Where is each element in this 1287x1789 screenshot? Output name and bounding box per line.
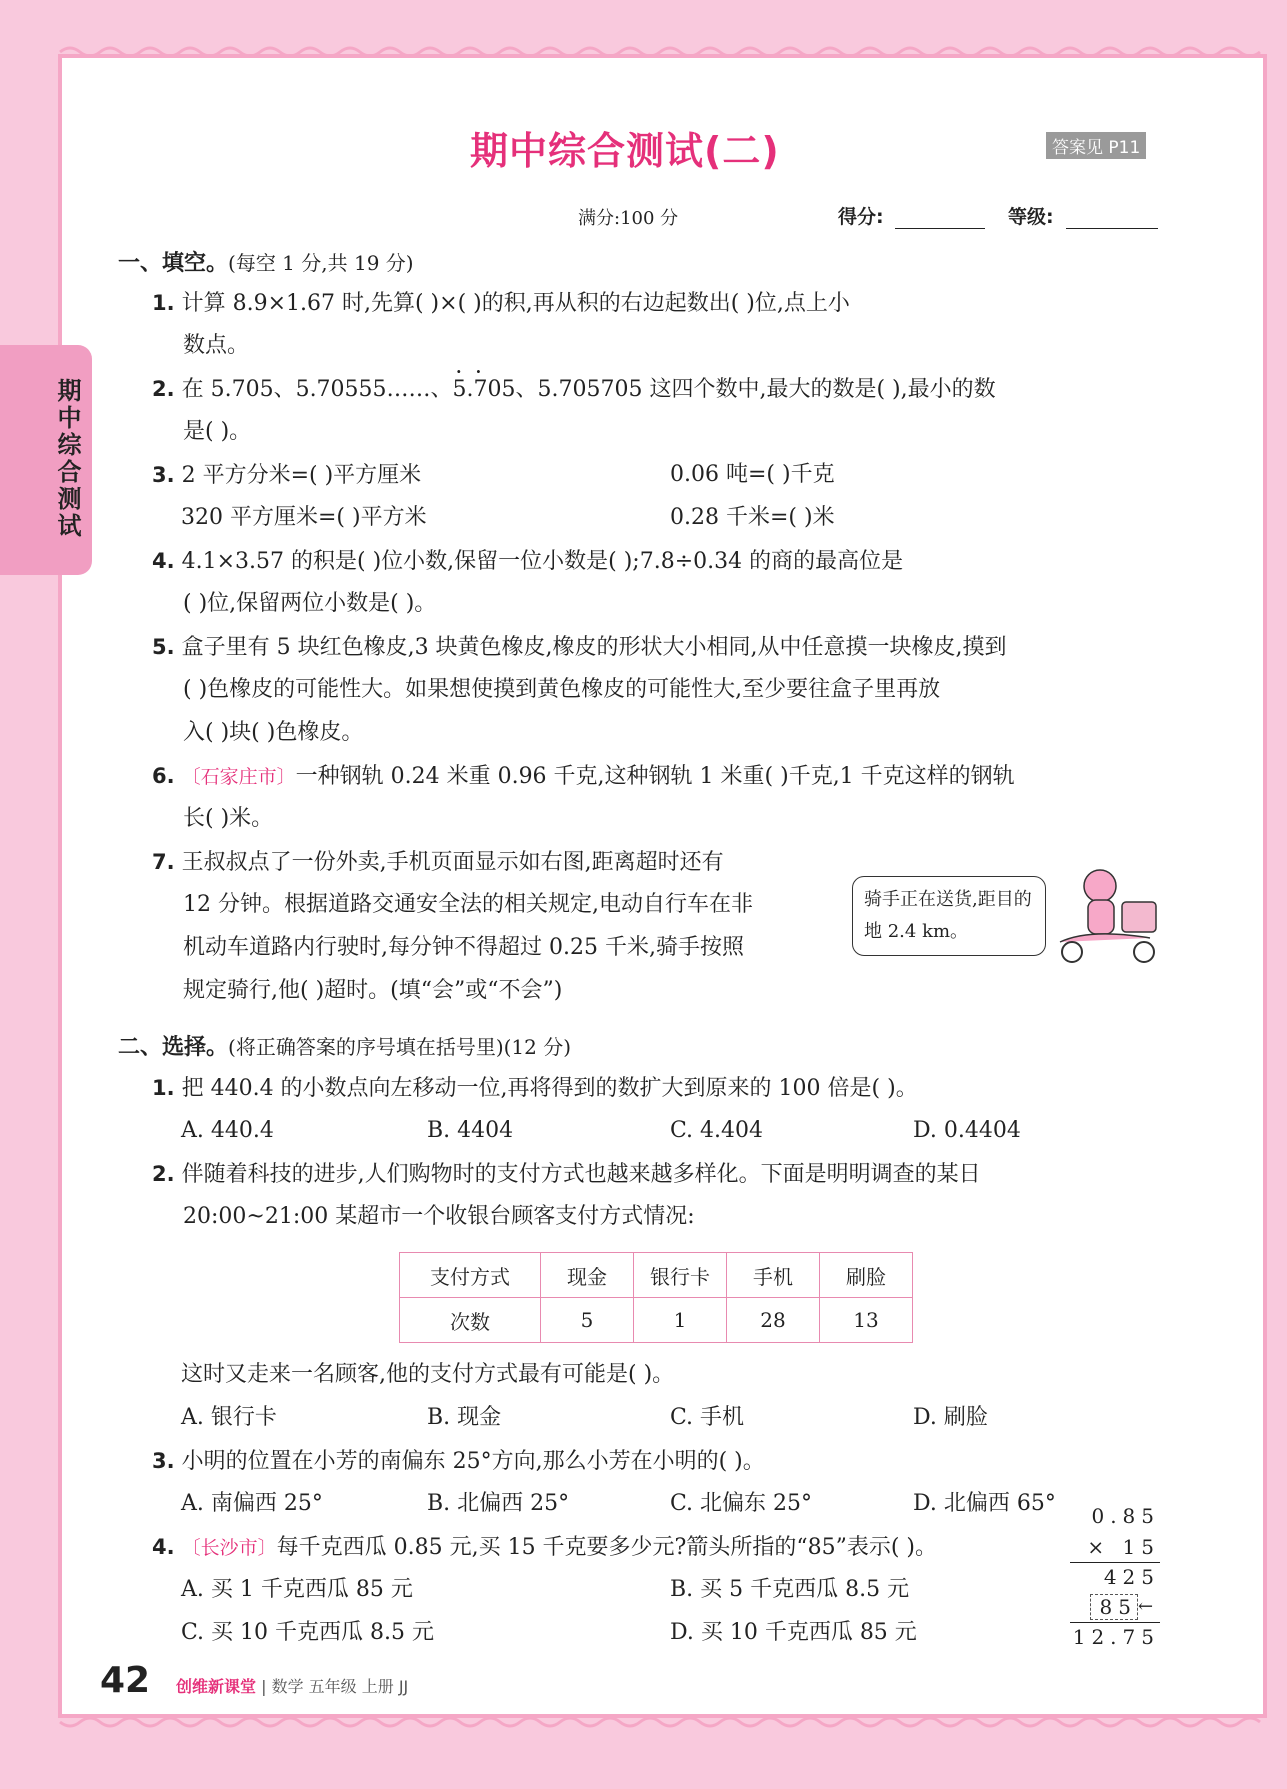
table-cell: 1: [634, 1298, 727, 1343]
section2-heading: [118, 1030, 571, 1061]
calc-row-5: 12.75: [1072, 1625, 1160, 1649]
s1-q1-line2: 数点。: [183, 333, 250, 358]
s2-q4-option-b: B. 买 5 千克西瓜 8.5 元: [670, 1577, 910, 1602]
s2-q1-option-c: C. 4.404: [670, 1118, 764, 1143]
s1-q1-line1: 1. 计算 8.9×1.67 时,先算( )×( )的积,再从积的右边起数出( )位,点上小: [152, 291, 850, 316]
s1-q7-line4: 规定骑行,他( )超时。(填“会”或“不会”): [183, 978, 563, 1003]
table-row: [400, 1298, 913, 1343]
s1-q3-a: 3. 2 平方分米=( )平方厘米: [152, 463, 422, 488]
table-cell: 5: [541, 1298, 634, 1343]
score-field[interactable]: [895, 200, 985, 229]
s1-q5-line1: 5. 盒子里有 5 块红色橡皮,3 块黄色橡皮,橡皮的形状大小相同,从中任意摸一块橡皮,摸到: [152, 635, 1007, 660]
s2-q3-option-c: C. 北偏东 25°: [670, 1491, 813, 1516]
page-number: 42: [100, 1660, 151, 1701]
s2-q1-option-a: A. 440.4: [181, 1118, 274, 1143]
grade-label: 等级:: [1008, 206, 1054, 228]
table-row: [400, 1253, 913, 1298]
section2-note: (将正确答案的序号填在括号里)(12 分): [228, 1035, 572, 1059]
table-cell: 刷脸: [820, 1253, 913, 1298]
s2-q2-option-c: C. 手机: [670, 1405, 745, 1430]
s1-q5-line3: 入( )块( )色橡皮。: [183, 720, 364, 745]
s2-q2-line2: 20:00~21:00 某超市一个收银台顾客支付方式情况:: [183, 1204, 695, 1229]
region-tag: 〔石家庄市〕: [181, 766, 296, 788]
s1-q3-d: 0.28 千米=( )米: [670, 505, 835, 530]
delivery-rider-illustration: [1040, 860, 1180, 970]
speech-bubble-text: 骑手正在送货,距目的地 2.4 km。: [864, 889, 1032, 942]
s2-q1: 1. 把 440.4 的小数点向左移动一位,再将得到的数扩大到原来的 100 倍是( )。: [152, 1076, 918, 1101]
s2-q4: 4. 〔长沙市〕每千克西瓜 0.85 元,买 15 千克要多少元?箭头所指的“85”表示( )。: [152, 1535, 937, 1560]
s2-q3-option-b: B. 北偏西 25°: [427, 1491, 570, 1516]
s2-q3-option-d: D. 北偏西 65°: [913, 1491, 1056, 1516]
s2-q4-option-c: C. 买 10 千克西瓜 8.5 元: [181, 1620, 434, 1645]
footer-text: 创维新课堂 | 数学 五年级 上册 JJ: [176, 1677, 409, 1696]
calc-divider: [1070, 1622, 1160, 1623]
region-tag: 〔长沙市〕: [181, 1537, 277, 1559]
s1-q2-line1: 2. 在 5.705、5.70555……、5.705、5.705705 这四个数中,最大的数是( ),最小的数: [152, 377, 996, 402]
table-cell: 银行卡: [634, 1253, 727, 1298]
table-cell: 手机: [727, 1253, 820, 1298]
table-cell: 28: [727, 1298, 820, 1343]
footer-brand: 创维新课堂: [176, 1677, 257, 1696]
section2-title: 二、选择。: [118, 1035, 229, 1060]
s2-q3: 3. 小明的位置在小芳的南偏东 25°方向,那么小芳在小明的( )。: [152, 1449, 765, 1474]
full-score: 满分:100 分: [578, 208, 679, 229]
s2-q2-line3: 这时又走来一名顾客,他的支付方式最有可能是( )。: [181, 1362, 675, 1387]
s1-q7-line3: 机动车道路内行驶时,每分钟不得超过 0.25 千米,骑手按照: [183, 935, 744, 960]
s2-q2-option-b: B. 现金: [427, 1405, 502, 1430]
s2-q1-option-b: B. 4404: [427, 1118, 514, 1143]
s1-q3-c: 320 平方厘米=( )平方米: [181, 505, 427, 530]
s2-q2-line1: 2. 伴随着科技的进步,人们购物时的支付方式也越来越多样化。下面是明明调查的某日: [152, 1162, 981, 1187]
calc-divider: [1070, 1562, 1160, 1563]
calc-row-3: 425: [1103, 1565, 1160, 1589]
score-label: 得分:: [838, 206, 884, 228]
footer-subject: 数学 五年级 上册 JJ: [271, 1677, 409, 1696]
calc-row-1: 0.85: [1091, 1504, 1160, 1528]
s1-q4-line1: 4. 4.1×3.57 的积是( )位小数,保留一位小数是( );7.8÷0.34 的商的最高位是: [152, 549, 904, 574]
section1-title: 一、填空。: [118, 251, 229, 276]
table-cell: 现金: [541, 1253, 634, 1298]
s1-q3-b: 0.06 吨=( )千克: [670, 462, 835, 487]
s2-q1-option-d: D. 0.4404: [913, 1118, 1021, 1143]
page-title: 期中综合测试(二): [470, 129, 780, 173]
s2-q4-option-a: A. 买 1 千克西瓜 85 元: [181, 1577, 413, 1602]
s1-q6-line1: 6. 〔石家庄市〕一种钢轨 0.24 米重 0.96 千克,这种钢轨 1 米重( )千克,1 千克这样的钢轨: [152, 764, 1015, 789]
table-cell: 次数: [400, 1298, 541, 1343]
arrow-left-icon: ←: [1138, 1596, 1154, 1617]
s2-q2-option-a: A. 银行卡: [181, 1405, 277, 1430]
grade-field[interactable]: [1066, 200, 1158, 229]
section1-heading: [118, 246, 414, 277]
side-tab-label: 期中综合测试: [53, 378, 81, 540]
s1-q7-line1: 7. 王叔叔点了一份外卖,手机页面显示如右图,距离超时还有: [152, 850, 724, 875]
s2-q3-option-a: A. 南偏西 25°: [181, 1491, 323, 1516]
s1-q7-line2: 12 分钟。根据道路交通安全法的相关规定,电动自行车在非: [183, 892, 753, 917]
s1-q4-line2: ( )位,保留两位小数是( )。: [183, 591, 437, 616]
repeating-dots: ··: [456, 362, 496, 381]
s2-q4-option-d: D. 买 10 千克西瓜 85 元: [670, 1620, 917, 1645]
s2-q2-option-d: D. 刷脸: [913, 1405, 988, 1430]
s1-q6-line2: 长( )米。: [183, 806, 274, 831]
s1-q5-line2: ( )色橡皮的可能性大。如果想使摸到黄色橡皮的可能性大,至少要往盒子里再放: [183, 677, 941, 702]
table-cell: 13: [820, 1298, 913, 1343]
section1-note: (每空 1 分,共 19 分): [228, 251, 414, 275]
table-cell: 支付方式: [400, 1253, 541, 1298]
payment-table: [399, 1252, 913, 1343]
calc-row-4-boxed: 85: [1090, 1594, 1138, 1620]
answer-reference-badge: 答案见 P11: [1046, 132, 1146, 159]
s1-q2-line2: 是( )。: [183, 419, 252, 444]
calc-row-2: × 15: [1087, 1535, 1160, 1559]
